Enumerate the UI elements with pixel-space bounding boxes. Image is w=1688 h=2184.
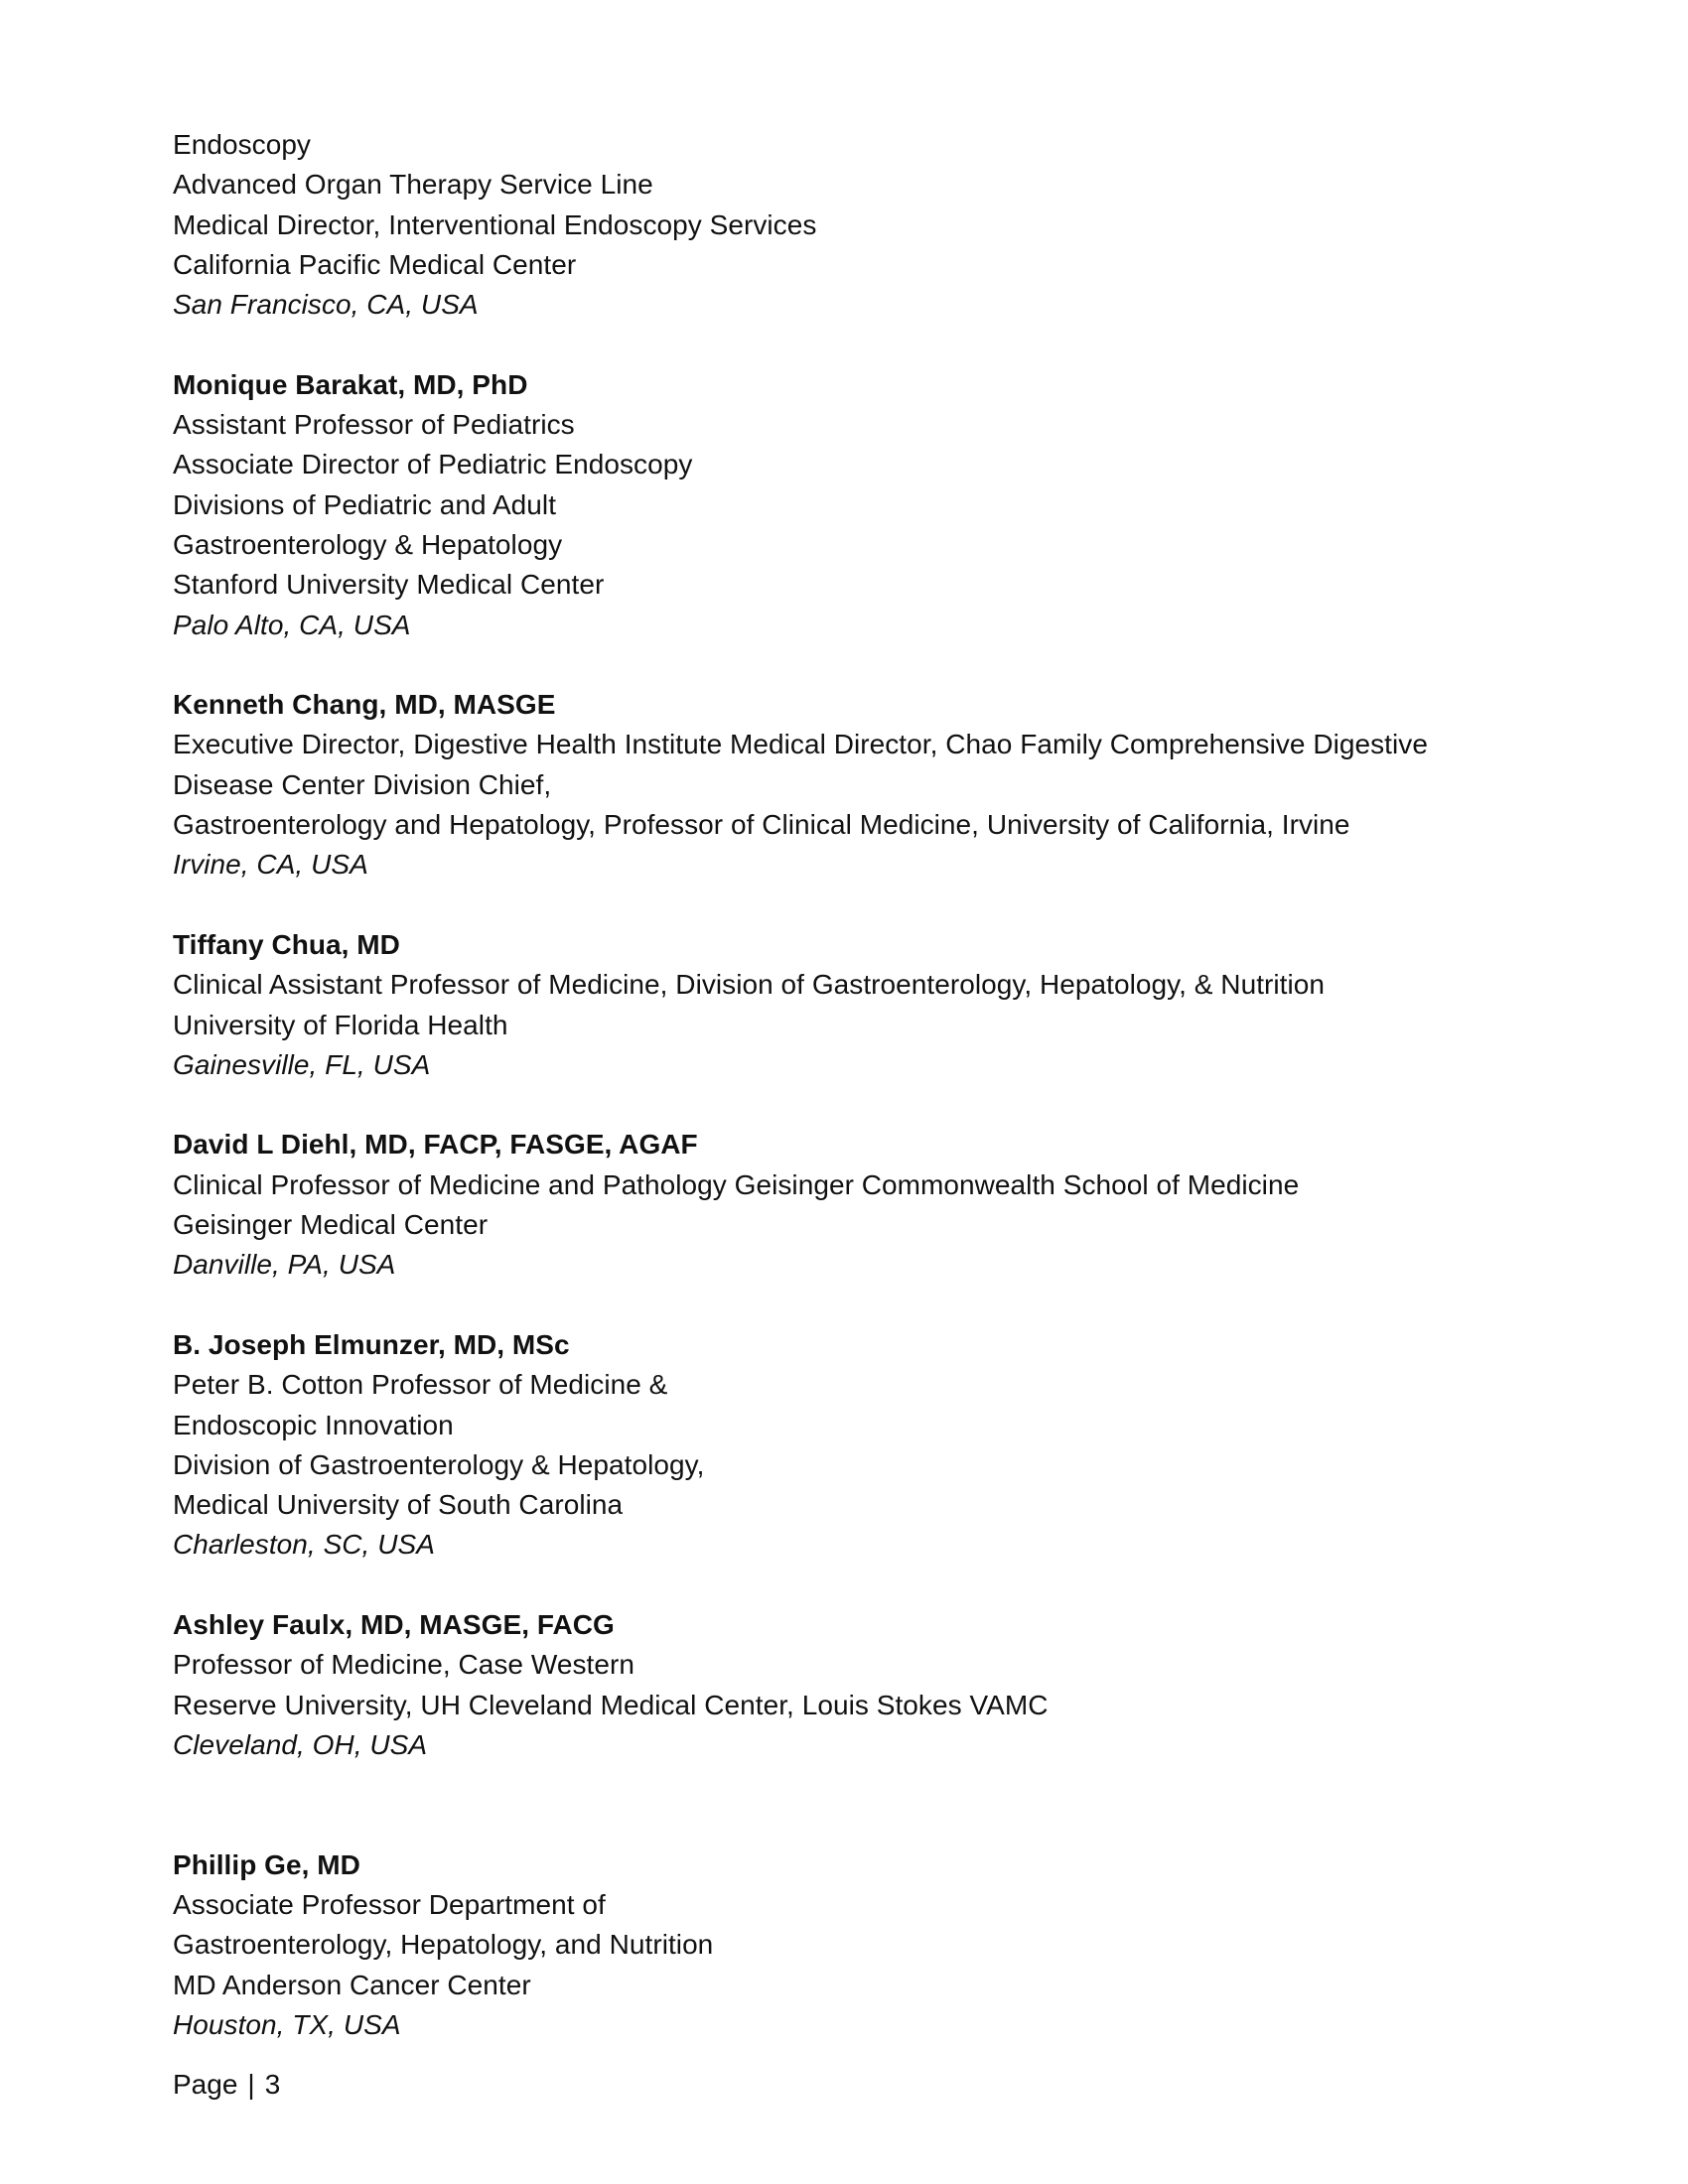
entry-affiliation-line: Peter B. Cotton Professor of Medicine & bbox=[173, 1369, 668, 1401]
faculty-entry bbox=[173, 1125, 1583, 1285]
entry-name: David L Diehl, MD, FACP, FASGE, AGAF bbox=[173, 1129, 698, 1160]
entry-name: Tiffany Chua, MD bbox=[173, 928, 400, 960]
entry-location: Danville, PA, USA bbox=[173, 1249, 396, 1281]
entry-affiliation-line: Endoscopy bbox=[173, 129, 311, 160]
entry-location: Gainesville, FL, USA bbox=[173, 1048, 431, 1080]
entry-location: Cleveland, OH, USA bbox=[173, 1728, 428, 1760]
faculty-entry bbox=[173, 365, 1583, 645]
entry-affiliation-line: Medical University of South Carolina bbox=[173, 1489, 624, 1521]
entry-location: Charleston, SC, USA bbox=[173, 1529, 435, 1561]
entry-affiliation-line: Gastroenterology and Hepatology, Professor of Clinical Medicine, University of California, Irvine bbox=[173, 809, 1350, 841]
entry-affiliation-line: Executive Director, Digestive Health Institute Medical Director, Chao Family Comprehensive Digestive bbox=[173, 729, 1428, 760]
entry-affiliation-line: Advanced Organ Therapy Service Line bbox=[173, 169, 653, 201]
page-label: Page bbox=[173, 2069, 238, 2100]
entry-spacer bbox=[173, 1765, 1583, 1845]
faculty-list bbox=[173, 125, 1583, 2045]
faculty-entry bbox=[173, 925, 1583, 1085]
entry-name: Phillip Ge, MD bbox=[173, 1848, 360, 1880]
faculty-entry bbox=[173, 125, 1583, 325]
faculty-entry bbox=[173, 1845, 1583, 2045]
faculty-entry bbox=[173, 1325, 1583, 1566]
entry-affiliation-line: MD Anderson Cancer Center bbox=[173, 1969, 531, 2000]
entry-spacer bbox=[173, 1286, 1583, 1325]
entry-affiliation-line: Gastroenterology & Hepatology bbox=[173, 528, 563, 560]
faculty-entry bbox=[173, 685, 1583, 885]
entry-spacer bbox=[173, 325, 1583, 364]
entry-affiliation-line: Endoscopic Innovation bbox=[173, 1409, 454, 1440]
entry-affiliation-line: Divisions of Pediatric and Adult bbox=[173, 488, 557, 520]
entry-spacer bbox=[173, 886, 1583, 925]
entry-affiliation-line: Gastroenterology, Hepatology, and Nutrition bbox=[173, 1929, 714, 1961]
entry-location: Houston, TX, USA bbox=[173, 2008, 401, 2040]
entry-spacer bbox=[173, 1085, 1583, 1125]
entry-location: Irvine, CA, USA bbox=[173, 849, 368, 881]
entry-affiliation-line: Clinical Professor of Medicine and Pathology Geisinger Commonwealth School of Medicine bbox=[173, 1168, 1300, 1200]
entry-name: Monique Barakat, MD, PhD bbox=[173, 368, 528, 400]
entry-affiliation-line: Division of Gastroenterology & Hepatology, bbox=[173, 1448, 705, 1480]
page-footer bbox=[173, 2065, 280, 2105]
entry-affiliation-line: Stanford University Medical Center bbox=[173, 569, 605, 601]
entry-affiliation-line: Reserve University, UH Cleveland Medical Center, Louis Stokes VAMC bbox=[173, 1689, 1049, 1720]
entry-spacer bbox=[173, 1566, 1583, 1605]
entry-affiliation-line: Disease Center Division Chief, bbox=[173, 768, 552, 800]
entry-affiliation-line: Professor of Medicine, Case Western bbox=[173, 1649, 634, 1681]
entry-name: Kenneth Chang, MD, MASGE bbox=[173, 689, 556, 721]
entry-affiliation-line: Associate Professor Department of bbox=[173, 1889, 606, 1921]
entry-spacer bbox=[173, 645, 1583, 685]
page-separator: | bbox=[247, 2069, 255, 2100]
entry-affiliation-line: Medical Director, Interventional Endoscopy Services bbox=[173, 208, 817, 240]
entry-name: Ashley Faulx, MD, MASGE, FACG bbox=[173, 1608, 615, 1640]
entry-affiliation-line: Geisinger Medical Center bbox=[173, 1209, 489, 1241]
faculty-entry bbox=[173, 1605, 1583, 1765]
entry-location: San Francisco, CA, USA bbox=[173, 289, 479, 321]
entry-affiliation-line: Assistant Professor of Pediatrics bbox=[173, 409, 575, 441]
page-number: 3 bbox=[264, 2069, 281, 2100]
entry-name: B. Joseph Elmunzer, MD, MSc bbox=[173, 1328, 570, 1360]
entry-location: Palo Alto, CA, USA bbox=[173, 609, 411, 640]
entry-affiliation-line: Associate Director of Pediatric Endoscopy bbox=[173, 449, 693, 480]
entry-affiliation-line: University of Florida Health bbox=[173, 1009, 508, 1040]
entry-affiliation-line: California Pacific Medical Center bbox=[173, 248, 577, 280]
entry-affiliation-line: Clinical Assistant Professor of Medicine, Division of Gastroenterology, Hepatology, & Nutrition bbox=[173, 969, 1326, 1001]
